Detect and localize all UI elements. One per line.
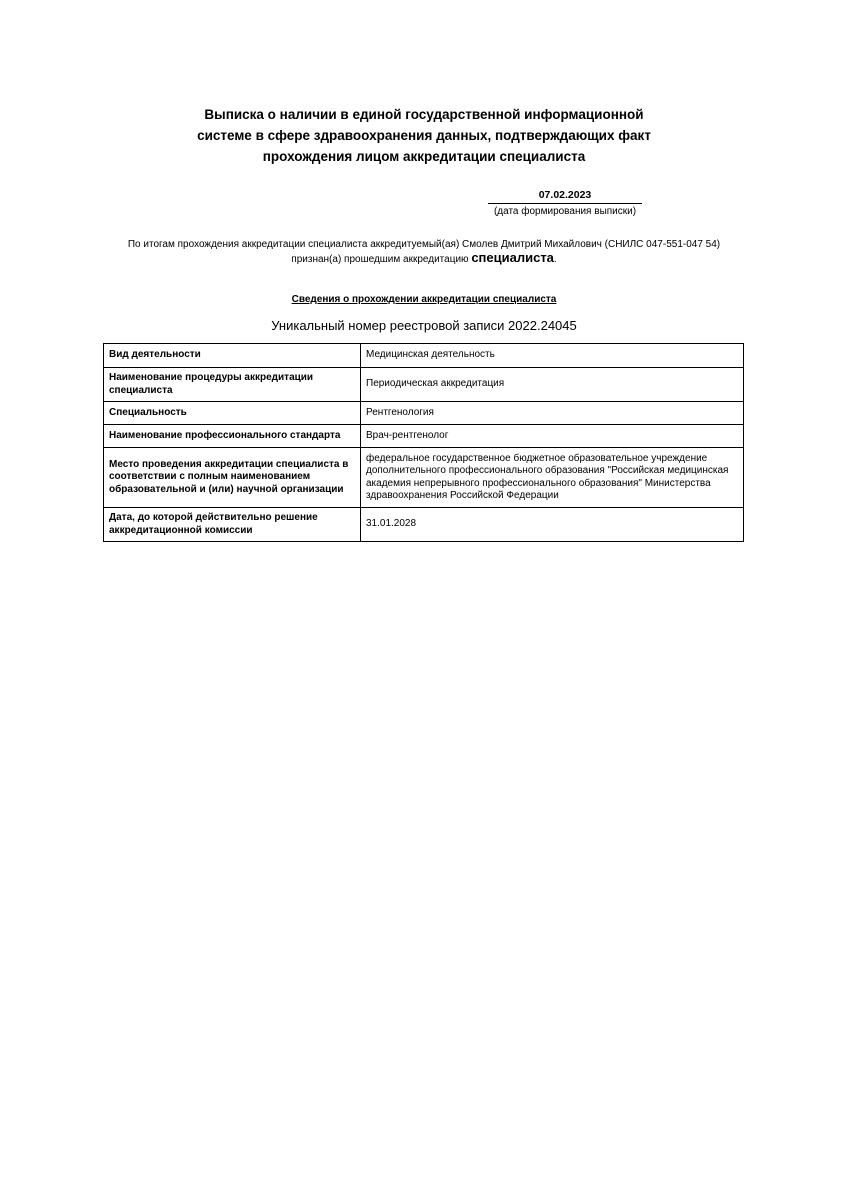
result-line-2-suffix: . xyxy=(553,254,557,265)
table-row xyxy=(104,402,744,425)
row-label: Наименование профессионального стандарта xyxy=(104,425,361,448)
row-value: Рентгенология xyxy=(361,402,744,425)
row-value: Медицинская деятельность xyxy=(361,344,744,368)
result-line-2-prefix: признан(а) прошедшим аккредитацию xyxy=(291,254,472,265)
table-row xyxy=(104,368,744,402)
formation-date-value: 07.02.2023 xyxy=(488,189,642,204)
title-line-2: системе в сфере здравоохранения данных, подтверждающих факт xyxy=(197,128,651,143)
row-value: Врач-рентгенолог xyxy=(361,425,744,448)
table-row xyxy=(104,425,744,448)
row-label: Вид деятельности xyxy=(104,344,361,368)
row-value: 31.01.2028 xyxy=(361,508,744,542)
row-value: федеральное государственное бюджетное образовательное учреждение дополнительного профессионального образования "Российская медицинская академия непрерывного профессионального образования" Министерства здравоохранения Российской Федерации xyxy=(361,448,744,508)
result-line-1: По итогам прохождения аккредитации специалиста аккредитуемый(ая) Смолев Дмитрий Михайлович (СНИЛС 047-551-047 54) xyxy=(127,239,721,250)
formation-date-block xyxy=(488,189,642,218)
formation-date-caption: (дата формирования выписки) xyxy=(493,206,637,217)
accreditation-result-text xyxy=(60,238,788,266)
title-line-3: прохождения лицом аккредитации специалиста xyxy=(262,149,586,164)
accreditation-info-table xyxy=(103,343,744,542)
table-row xyxy=(104,508,744,542)
row-label: Дата, до которой действительно решение аккредитационной комиссии xyxy=(104,508,361,542)
document-title xyxy=(0,104,848,167)
section-heading: Сведения о прохождении аккредитации специалиста xyxy=(291,294,557,305)
result-line-2 xyxy=(60,251,788,266)
table-row xyxy=(104,448,744,508)
title-line-1: Выписка о наличии в единой государственной информационной xyxy=(204,107,644,122)
row-label: Наименование процедуры аккредитации специалиста xyxy=(104,368,361,402)
row-value: Периодическая аккредитация xyxy=(361,368,744,402)
row-label: Специальность xyxy=(104,402,361,425)
result-line-2-emphasis: специалиста xyxy=(471,250,554,265)
registry-record-number: Уникальный номер реестровой записи 2022.24045 xyxy=(271,318,577,333)
row-label: Место проведения аккредитации специалиста в соответствии с полным наименованием образовательной и (или) научной организации xyxy=(104,448,361,508)
table-row xyxy=(104,344,744,368)
